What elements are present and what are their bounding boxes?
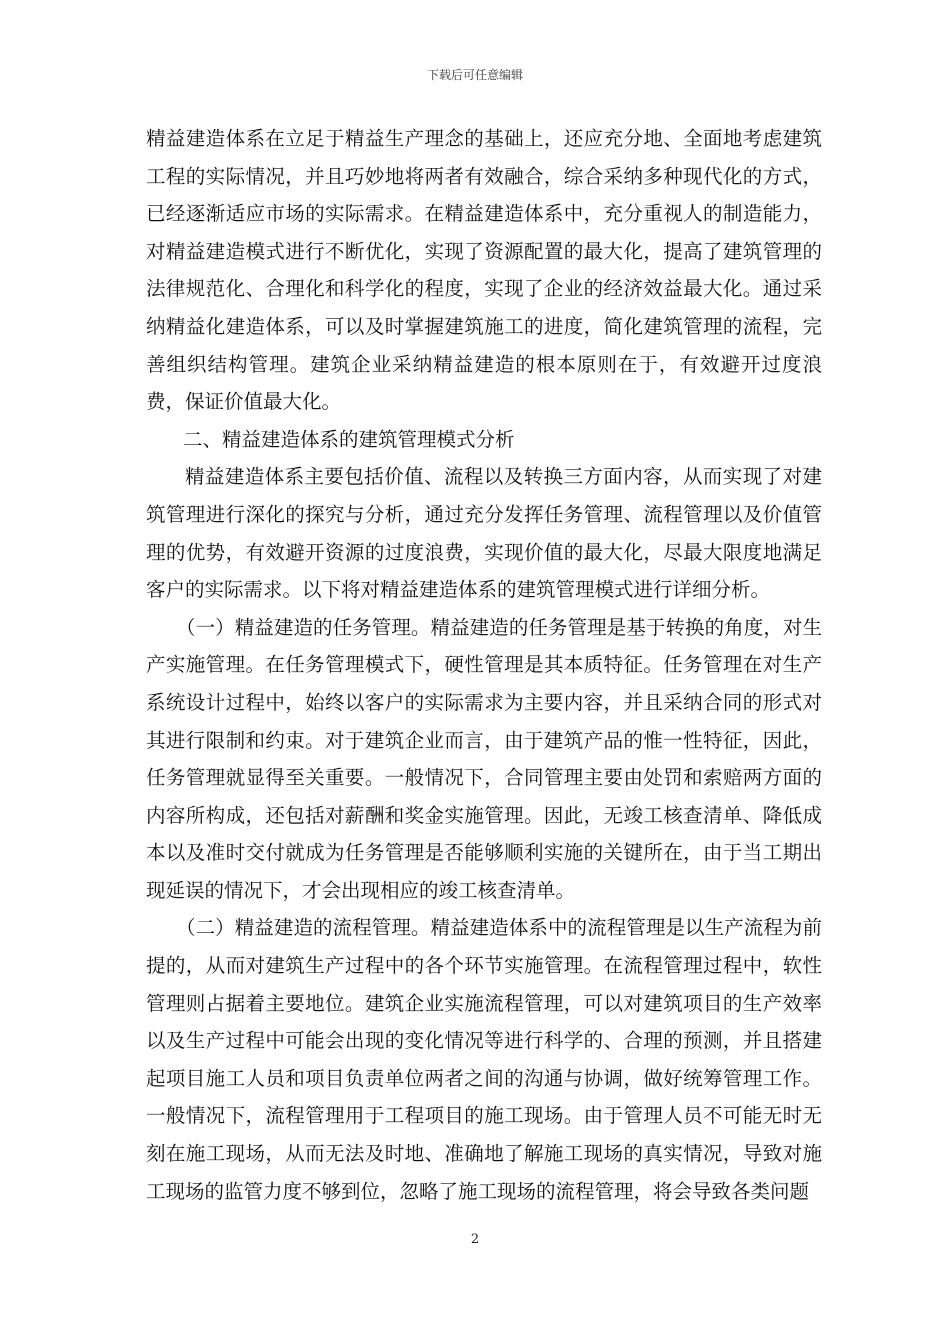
- paragraph-task-management: （一）精益建造的任务管理。精益建造的任务管理是基于转换的角度，对生产实施管理。在任务管理模式下，硬性管理是其本质特征。任务管理在对生产系统设计过程中，始终以客户的实际需求为主要内容，并且采纳合同的形式对其进行限制和约束。对于建筑企业而言，由于建筑产品的惟一性特征，因此，任务管理就显得至关重要。一般情况下，合同管理主要由处罚和索赔两方面的内容所构成，还包括对薪酬和奖金实施管理。因此，无竣工核查清单、降低成本以及准时交付就成为任务管理是否能够顺利实施的关键所在，由于当工期出现延误的情况下，才会出现相应的竣工核查清单。: [146, 615, 822, 902]
- paragraph-overview: 精益建造体系主要包括价值、流程以及转换三方面内容，从而实现了对建筑管理进行深化的探究与分析，通过充分发挥任务管理、流程管理以及价值管理的优势，有效避开资源的过度浪费，实现价值的最大化，尽最大限度地满足客户的实际需求。以下将对精益建造体系的建筑管理模式进行详细分析。: [146, 465, 822, 602]
- paragraph-process-management: （二）精益建造的流程管理。精益建造体系中的流程管理是以生产流程为前提的，从而对建筑生产过程中的各个环节实施管理。在流程管理过程中，软性管理则占据着主要地位。建筑企业实施流程管理，可以对建筑项目的生产效率以及生产过程中可能会出现的变化情况等进行科学的、合理的预测，并且搭建起项目施工人员和项目负责单位两者之间的沟通与协调，做好统筹管理工作。一般情况下，流程管理用于工程项目的施工现场。由于管理人员不可能无时无刻在施工现场，从而无法及时地、准确地了解施工现场的真实情况，导致对施工现场的监管力度不够到位，忽略了施工现场的流程管理，将会导致各类问题: [146, 916, 822, 1203]
- paragraph-intro: 精益建造体系在立足于精益生产理念的基础上，还应充分地、全面地考虑建筑工程的实际情况，并且巧妙地将两者有效融合，综合采纳多种现代化的方式，已经逐渐适应市场的实际需求。在精益建造体系中，充分重视人的制造能力，对精益建造模式进行不断优化，实现了资源配置的最大化，提高了建筑管理的法律规范化、合理化和科学化的程度，实现了企业的经济效益最大化。通过采纳精益化建造体系，可以及时掌握建筑施工的进度，简化建筑管理的流程，完善组织结构管理。建筑企业采纳精益建造的根本原则在于，有效避开过度浪费，保证价值最大化。: [146, 127, 822, 414]
- section-heading: 二、精益建造体系的建筑管理模式分析: [183, 427, 515, 451]
- document-body: [146, 120, 822, 1210]
- page-header: 下载后可任意编辑: [426, 68, 523, 82]
- page-number: 2: [470, 1232, 480, 1247]
